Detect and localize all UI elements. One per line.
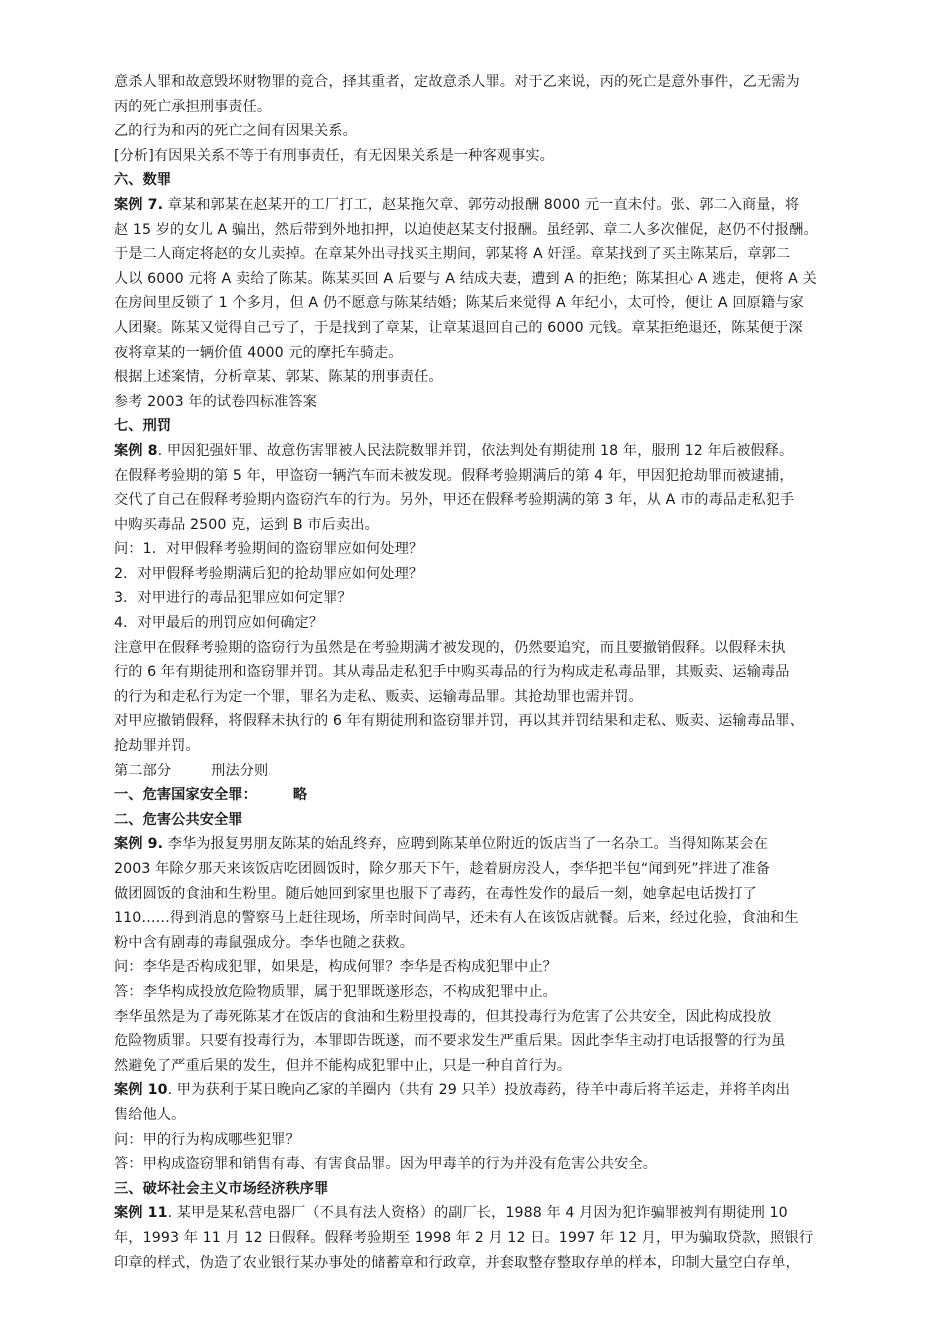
- body-text-line: 乙的行为和丙的死亡之间有因果关系。: [114, 123, 357, 140]
- body-text-line: 于是二人商定将赵的女儿卖掉。在章某外出寻找买主期间，郭某将 A 奸淫。章某找到了买主陈某后，章郭二: [114, 246, 791, 263]
- body-text-line: 然避免了严重后果的发生，但并不能构成犯罪中止，只是一种自首行为。: [114, 1057, 572, 1074]
- case-label: 案例 10: [114, 1082, 168, 1099]
- body-text-line: 4．对甲最后的刑罚应如何确定？: [114, 615, 324, 632]
- case-paragraph-line: [114, 1078, 890, 1103]
- case-paragraph-line: [114, 832, 890, 857]
- case-text: . 某甲是某私营电器厂（不具有法人资格）的副厂长，1988 年 4 月因为犯诈骗罪被判有期徒刑 10: [167, 1205, 788, 1222]
- body-text-line: 在假释考验期的第 5 年，甲盗窃一辆汽车而未被发现。假释考验期满后的第 4 年，甲因犯抢劫罪而被逮捕，: [114, 467, 794, 484]
- body-text-line: 人团聚。陈某又觉得自己亏了，于是找到了章某，让章某退回自己的 6000 元钱。章某拒绝退还，陈某便于深: [114, 319, 803, 336]
- body-text-line: 在房间里反锁了 1 个多月，但 A 仍不愿意与陈某结婚；陈某后来觉得 A 年纪小，太可怜，便让 A 回原籍与家: [114, 295, 804, 312]
- case-text: 章某和郭某在赵某开的工厂打工，赵某拖欠章、郭劳动报酬 8000 元一直未付。张、郭二入商量，将: [163, 196, 800, 213]
- body-text-line: 问：李华是否构成犯罪，如果是，构成何罪？李华是否构成犯罪中止？: [114, 959, 557, 976]
- body-text-line: 问：甲的行为构成哪些犯罪？: [114, 1131, 300, 1148]
- document-page: [114, 70, 890, 1275]
- body-text-line: 丙的死亡承担刑事责任。: [114, 98, 272, 115]
- body-text-line: 问：1．对甲假释考验期间的盗窃罪应如何处理？: [114, 541, 424, 558]
- body-text-line: 3．对甲进行的毒品犯罪应如何定罪？: [114, 590, 352, 607]
- case-label: 案例 9.: [114, 836, 164, 853]
- body-text-line: 粉中含有剧毒的毒鼠强成分。李华也随之获救。: [114, 934, 415, 951]
- part-name: 刑法分则: [211, 762, 269, 779]
- case-text: . 甲为获利于某日晚向乙家的羊圈内（共有 29 只羊）投放毒药，待羊中毒后将羊运走，并将羊肉出: [167, 1082, 791, 1099]
- body-text-line: 对甲应撤销假释，将假释未执行的 6 年有期徒刑和盗窃罪并罚，再以其并罚结果和走私、贩卖、运输毒品罪、: [114, 713, 804, 730]
- case-paragraph-line: [114, 1201, 890, 1226]
- body-text-line: 中购买毒品 2500 克，运到 B 市后卖出。: [114, 516, 379, 533]
- section-heading: 七、刑罚: [114, 418, 172, 435]
- body-text-line: 夜将章某的一辆价值 4000 元的摩托车骑走。: [114, 344, 403, 361]
- body-text-line: 人以 6000 元将 A 卖给了陈某。陈某买回 A 后要与 A 结成夫妻，遭到 A 的拒绝；陈某担心 A 逃走，便将 A 关: [114, 270, 817, 287]
- body-text-line: 参考 2003 年的试卷四标准答案: [114, 393, 317, 410]
- body-text-line: 李华虽然是为了毒死陈某才在饭店的食油和生粉里投毒的，但其投毒行为危害了公共安全，因此构成投放: [114, 1008, 772, 1025]
- body-text-line: 交代了自己在假释考验期内盗窃汽车的行为。另外，甲还在假释考验期满的第 3 年，从 A 市的毒品走私犯手: [114, 492, 795, 509]
- section-heading: 二、危害公共安全罪: [114, 811, 243, 828]
- body-text-line: 根据上述案情，分析章某、郭某、陈某的刑事责任。: [114, 369, 443, 386]
- case-paragraph-line: [114, 193, 890, 218]
- case-label: 案例 11: [114, 1205, 168, 1222]
- body-text-line: 意杀人罪和故意毁坏财物罪的竞合，择其重者，定故意杀人罪。对于乙来说，丙的死亡是意外事件，乙无需为: [114, 74, 800, 90]
- case-paragraph-line: [114, 439, 890, 464]
- body-text-line: 行的 6 年有期徒刑和盗窃罪并罚。其从毒品走私犯手中购买毒品的行为构成走私毒品罪，其贩卖、运输毒品: [114, 664, 790, 681]
- body-text-line: 赵 15 岁的女儿 A 骗出，然后带到外地扣押，以迫使赵某支付报酬。虽经郭、章二人多次催促，赵仍不付报酬。: [114, 221, 818, 238]
- body-text-line: 做团圆饭的食油和生粉里。随后她回到家里也服下了毒药，在毒性发作的最后一刻，她拿起电话拨打了: [114, 885, 757, 902]
- part-number: 第二部分: [114, 762, 172, 779]
- body-text-line: 答：甲构成盗窃罪和销售有毒、有害食品罪。因为甲毒羊的行为并没有危害公共安全。: [114, 1156, 657, 1173]
- body-text-line: 答：李华构成投放危险物质罪，属于犯罪既遂形态，不构成犯罪中止。: [114, 983, 557, 1000]
- case-text: . 甲因犯强奸罪、故意伤害罪被人民法院数罪并罚，依法判处有期徒刑 18 年，服刑 12 年后被假释。: [157, 442, 794, 459]
- case-label: 案例 8: [114, 442, 158, 459]
- part-title: [114, 759, 890, 784]
- heading-text: 一、危害国家安全罪：: [114, 787, 257, 804]
- section-heading: [114, 783, 890, 808]
- section-heading: 三、破坏社会主义市场经济秩序罪: [114, 1180, 329, 1197]
- body-text-line: [分析]有因果关系不等于有刑事责任，有无因果关系是一种客观事实。: [114, 147, 554, 164]
- body-text-line: 2．对甲假释考验期满后犯的抢劫罪应如何处理？: [114, 565, 424, 582]
- body-text-line: 危险物质罪。只要有投毒行为，本罪即告既遂，而不要求发生严重后果。因此李华主动打电话报警的行为虽: [114, 1033, 786, 1050]
- body-text-line: 售给他人。: [114, 1106, 186, 1123]
- case-label: 案例 7.: [114, 196, 164, 213]
- body-text-line: 110……得到消息的警察马上赶往现场，所幸时间尚早，还未有人在该饭店就餐。后来，经过化验，食油和生: [114, 910, 799, 927]
- body-text-line: 的行为和走私行为定一个罪，罪名为走私、贩卖、运输毒品罪。其抢劫罪也需并罚。: [114, 688, 643, 705]
- section-heading: 六、数罪: [114, 172, 172, 189]
- case-text: 李华为报复男朋友陈某的始乱终弃，应聘到陈某单位附近的饭店当了一名杂工。当得知陈某会在: [163, 836, 768, 853]
- body-text-line: 2003 年除夕那天来该饭店吃团圆饭时，除夕那天下午，趁着厨房没人，李华把半包“闻到死”拌进了准备: [114, 861, 771, 877]
- body-text-line: 年，1993 年 11 月 12 日假释。假释考验期至 1998 年 2 月 12 日。1997 年 12 月，甲为骗取贷款，照银行: [114, 1229, 814, 1246]
- heading-note: 略: [292, 787, 308, 804]
- body-text-line: 抢劫罪并罚。: [114, 738, 200, 755]
- body-text-line: 印章的样式，伪造了农业银行某办事处的储蓄章和行政章，并套取整存整取存单的样本，印制大量空白存单，: [114, 1254, 800, 1271]
- body-text-line: 注意甲在假释考验期的盗窃行为虽然是在考验期满才被发现的，仍然要追究，而且要撤销假释。以假释未执: [114, 639, 786, 656]
